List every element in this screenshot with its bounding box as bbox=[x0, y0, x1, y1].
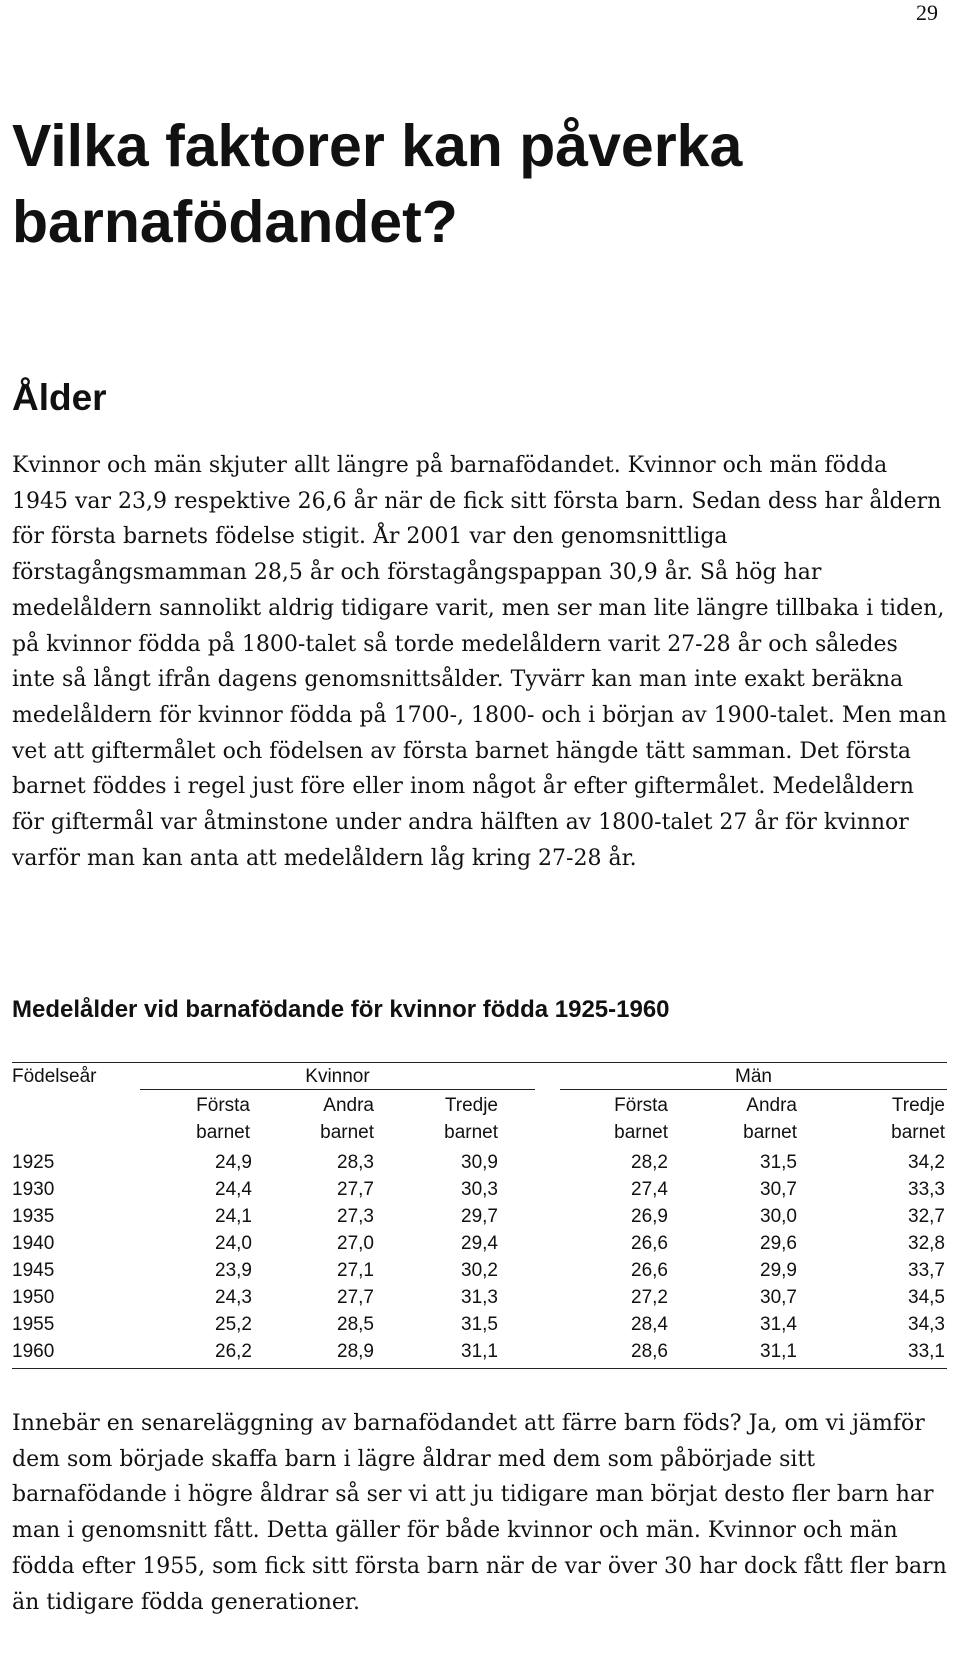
row-value: 27,2 bbox=[631, 1287, 668, 1308]
row-value: 34,3 bbox=[908, 1314, 945, 1335]
row-value: 33,1 bbox=[908, 1341, 945, 1362]
row-year: 1935 bbox=[12, 1206, 55, 1227]
header-men-third-child: barnet bbox=[891, 1122, 945, 1143]
header-birth-year: Födelseår bbox=[12, 1066, 97, 1087]
body-paragraph-2: Innebär en senareläggning av barnafödandet att färre barn föds? Ja, om vi jämför dem som började skaffa barn i lägre åldrar med dem som påbörjade sitt barnafödande i högre åldrar så ser vi att ju tidigare man börjat desto fler barn har man i genomsnitt fått. Detta gäller för både kvinnor och män. Kvinnor och män födda efter 1955, som fick sitt första barn när de var över 30 har dock fått fler barn än tidigare födda generationer. bbox=[12, 1411, 947, 1615]
table-row bbox=[12, 1312, 947, 1339]
row-value: 33,3 bbox=[908, 1179, 945, 1200]
row-value: 26,6 bbox=[631, 1233, 668, 1254]
table-title: Medelålder vid barnafödande för kvinnor födda 1925-1960 bbox=[12, 996, 670, 1023]
body-paragraph-1: Kvinnor och män skjuter allt längre på barnafödandet. Kvinnor och män födda 1945 var 23,9 respektive 26,6 år när de fick sitt första barn. Sedan dess har åldern för första barnets födelse stigit. År 2001 var den genomsnittliga förstagångsmamman 28,5 år och förstagångspappan 30,9 år. Så hög har medelåldern sannolikt aldrig tidigare varit, men ser man lite längre tillbaka i tiden, på kvinnor födda på 1800-talet så torde medelåldern varit 27-28 år och således inte så långt ifrån dagens genomsnittsålder. Tyvärr kan man inte exakt beräkna medelåldern för kvinnor födda på 1700-, 1800- och i början av 1900-talet. Men man vet att giftermålet och födelsen av första barnet hängde tätt samman. Det första barnet föddes i regel just före eller inom något år efter giftermålet. Medelåldern för giftermål var åtminstone under andra hälften av 1800-talet 27 år för kvinnor varför man kan anta att medelåldern låg kring 27-28 år. bbox=[12, 453, 947, 871]
row-value: 31,1 bbox=[760, 1341, 797, 1362]
row-value: 24,4 bbox=[215, 1179, 252, 1200]
row-value: 27,7 bbox=[337, 1179, 374, 1200]
row-value: 24,3 bbox=[215, 1287, 252, 1308]
row-value: 30,7 bbox=[760, 1287, 797, 1308]
header-men-second: Andra bbox=[746, 1095, 797, 1116]
row-value: 24,0 bbox=[215, 1233, 252, 1254]
page-number: 29 bbox=[916, 0, 938, 25]
table-row bbox=[12, 1231, 947, 1258]
row-value: 23,9 bbox=[215, 1260, 252, 1281]
row-value: 30,7 bbox=[760, 1179, 797, 1200]
table-top-rule bbox=[12, 1062, 947, 1063]
header-women-first-child: barnet bbox=[196, 1122, 250, 1143]
row-value: 27,3 bbox=[337, 1206, 374, 1227]
table-row bbox=[12, 1285, 947, 1312]
row-value: 27,7 bbox=[337, 1287, 374, 1308]
row-value: 32,8 bbox=[908, 1233, 945, 1254]
men-group-rule bbox=[560, 1089, 947, 1090]
row-value: 32,7 bbox=[908, 1206, 945, 1227]
header-women-group: Kvinnor bbox=[305, 1066, 370, 1087]
row-value: 28,6 bbox=[631, 1341, 668, 1362]
row-value: 26,2 bbox=[215, 1341, 252, 1362]
row-value: 33,7 bbox=[908, 1260, 945, 1281]
row-value: 27,1 bbox=[337, 1260, 374, 1281]
row-value: 30,2 bbox=[461, 1260, 498, 1281]
row-value: 30,3 bbox=[461, 1179, 498, 1200]
row-year: 1950 bbox=[12, 1287, 55, 1308]
row-value: 28,9 bbox=[337, 1341, 374, 1362]
row-value: 29,4 bbox=[461, 1233, 498, 1254]
row-value: 30,0 bbox=[760, 1206, 797, 1227]
header-men-third: Tredje bbox=[891, 1095, 945, 1116]
row-year: 1940 bbox=[12, 1233, 55, 1254]
row-value: 28,3 bbox=[337, 1152, 374, 1173]
row-year: 1925 bbox=[12, 1152, 55, 1173]
row-value: 34,5 bbox=[908, 1287, 945, 1308]
table-row bbox=[12, 1177, 947, 1204]
row-value: 31,1 bbox=[461, 1341, 498, 1362]
header-men-first-child: barnet bbox=[614, 1122, 668, 1143]
table-row bbox=[12, 1204, 947, 1231]
row-year: 1945 bbox=[12, 1260, 55, 1281]
row-value: 28,5 bbox=[337, 1314, 374, 1335]
row-value: 29,9 bbox=[760, 1260, 797, 1281]
header-women-first: Första bbox=[196, 1095, 250, 1116]
header-men-first: Första bbox=[614, 1095, 668, 1116]
row-year: 1960 bbox=[12, 1341, 55, 1362]
row-value: 26,6 bbox=[631, 1260, 668, 1281]
table-row bbox=[12, 1258, 947, 1285]
row-value: 28,4 bbox=[631, 1314, 668, 1335]
header-women-third: Tredje bbox=[444, 1095, 498, 1116]
page-title: Vilka faktorer kan påverka barnafödandet? bbox=[12, 113, 743, 255]
row-value: 31,3 bbox=[461, 1287, 498, 1308]
row-value: 31,4 bbox=[760, 1314, 797, 1335]
row-year: 1955 bbox=[12, 1314, 55, 1335]
row-value: 29,6 bbox=[760, 1233, 797, 1254]
section-heading: Ålder bbox=[12, 377, 107, 418]
row-value: 26,9 bbox=[631, 1206, 668, 1227]
table-row bbox=[12, 1150, 947, 1177]
table-bottom-rule bbox=[12, 1368, 947, 1369]
row-value: 27,4 bbox=[631, 1179, 668, 1200]
table-row bbox=[12, 1339, 947, 1366]
row-value: 31,5 bbox=[760, 1152, 797, 1173]
row-value: 24,9 bbox=[215, 1152, 252, 1173]
row-value: 34,2 bbox=[908, 1152, 945, 1173]
row-value: 25,2 bbox=[215, 1314, 252, 1335]
women-group-rule bbox=[140, 1089, 535, 1090]
row-year: 1930 bbox=[12, 1179, 55, 1200]
row-value: 28,2 bbox=[631, 1152, 668, 1173]
row-value: 31,5 bbox=[461, 1314, 498, 1335]
header-women-second: Andra bbox=[323, 1095, 374, 1116]
row-value: 30,9 bbox=[461, 1152, 498, 1173]
header-women-third-child: barnet bbox=[444, 1122, 498, 1143]
row-value: 24,1 bbox=[215, 1206, 252, 1227]
header-men-second-child: barnet bbox=[743, 1122, 797, 1143]
table-body bbox=[12, 1150, 947, 1366]
header-women-second-child: barnet bbox=[320, 1122, 374, 1143]
row-value: 29,7 bbox=[461, 1206, 498, 1227]
row-value: 27,0 bbox=[337, 1233, 374, 1254]
header-men-group: Män bbox=[735, 1066, 772, 1087]
